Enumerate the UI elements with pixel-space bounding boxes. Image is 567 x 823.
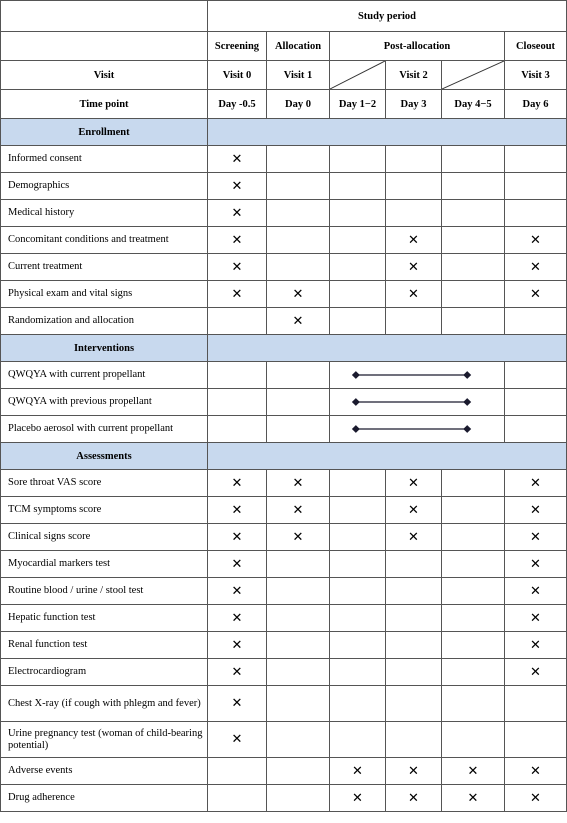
row-label: Clinical signs score [1, 524, 208, 551]
header-corner [1, 1, 208, 32]
row-label: Urine pregnancy test (woman of child-bearing potential) [1, 722, 208, 758]
x-mark-icon: ✕ [530, 790, 541, 806]
header-blank [1, 32, 208, 61]
schedule-cell [442, 497, 505, 524]
schedule-cell [208, 785, 267, 812]
timepoint-2: Day 1−2 [330, 90, 386, 119]
end-diamond-marker [463, 398, 471, 406]
phase-allocation: Allocation [267, 32, 330, 61]
schedule-cell [267, 200, 330, 227]
cell-allocation [267, 362, 330, 389]
study-period-header: Study period [208, 1, 567, 32]
schedule-cell [442, 785, 505, 812]
visit-1: Visit 1 [267, 61, 330, 90]
x-mark-icon: ✕ [530, 232, 541, 248]
cell-closeout [505, 362, 567, 389]
schedule-cell [330, 632, 386, 659]
cell-allocation [267, 389, 330, 416]
diagonal-line [330, 61, 385, 89]
x-mark-icon: ✕ [231, 232, 243, 248]
section-header-row [1, 443, 567, 470]
schedule-cell [505, 308, 567, 335]
x-mark-icon: ✕ [530, 763, 541, 779]
schedule-cell [505, 146, 567, 173]
x-mark-icon: ✕ [530, 556, 541, 572]
section-title: Interventions [1, 335, 208, 362]
schedule-cell [267, 146, 330, 173]
cell-screening [208, 389, 267, 416]
schedule-cell [330, 497, 386, 524]
schedule-cell [267, 470, 330, 497]
table-row [1, 281, 567, 308]
timepoint-label: Time point [1, 90, 208, 119]
intervention-duration-bar [330, 362, 504, 388]
x-mark-icon: ✕ [408, 259, 419, 275]
schedule-cell [386, 497, 442, 524]
schedule-cell [208, 551, 267, 578]
table-row [1, 470, 567, 497]
schedule-cell [267, 578, 330, 605]
x-mark-icon: ✕ [530, 610, 541, 626]
section-header-row [1, 119, 567, 146]
x-mark-icon: ✕ [530, 637, 541, 653]
schedule-cell [505, 605, 567, 632]
schedule-cell [386, 632, 442, 659]
x-mark-icon: ✕ [408, 529, 419, 545]
schedule-cell [505, 578, 567, 605]
x-mark-icon: ✕ [231, 732, 243, 747]
schedule-cell [330, 659, 386, 686]
schedule-cell [386, 200, 442, 227]
table-row [1, 200, 567, 227]
schedule-cell [386, 173, 442, 200]
table-row [1, 362, 567, 389]
x-mark-icon: ✕ [530, 583, 541, 599]
schedule-cell [386, 227, 442, 254]
phase-closeout: Closeout [505, 32, 567, 61]
x-mark-icon: ✕ [231, 502, 243, 518]
schedule-cell [330, 281, 386, 308]
x-mark-icon: ✕ [231, 637, 243, 653]
row-label: Demographics [1, 173, 208, 200]
table-row [1, 551, 567, 578]
schedule-cell [330, 551, 386, 578]
x-mark-icon: ✕ [408, 286, 419, 302]
row-label: Adverse events [1, 758, 208, 785]
row-label: TCM symptoms score [1, 497, 208, 524]
schedule-cell [267, 632, 330, 659]
schedule-cell [208, 524, 267, 551]
row-label: Current treatment [1, 254, 208, 281]
schedule-cell [330, 308, 386, 335]
schedule-cell [442, 308, 505, 335]
schedule-cell [208, 605, 267, 632]
x-mark-icon: ✕ [408, 232, 419, 248]
schedule-cell [505, 632, 567, 659]
schedule-cell [208, 254, 267, 281]
section-fill [208, 335, 567, 362]
x-mark-icon: ✕ [467, 790, 479, 806]
schedule-cell [442, 686, 505, 722]
schedule-cell [267, 524, 330, 551]
schedule-cell [386, 524, 442, 551]
row-label: Concomitant conditions and treatment [1, 227, 208, 254]
x-mark-icon: ✕ [408, 763, 419, 779]
timepoint-4: Day 4−5 [442, 90, 505, 119]
start-diamond-marker [352, 398, 360, 406]
schedule-cell [267, 173, 330, 200]
schedule-cell [330, 722, 386, 758]
schedule-cell [330, 758, 386, 785]
schedule-cell [442, 524, 505, 551]
x-mark-icon: ✕ [352, 790, 363, 806]
timepoint-0: Day -0.5 [208, 90, 267, 119]
schedule-cell [386, 551, 442, 578]
cell-screening [208, 416, 267, 443]
schedule-cell [267, 722, 330, 758]
schedule-cell [386, 254, 442, 281]
schedule-cell [208, 632, 267, 659]
row-label: Routine blood / urine / stool test [1, 578, 208, 605]
row-label: Sore throat VAS score [1, 470, 208, 497]
x-mark-icon: ✕ [231, 178, 243, 194]
schedule-cell [208, 281, 267, 308]
schedule-cell [208, 308, 267, 335]
row-label: QWQYA with current propellant [1, 362, 208, 389]
visit-label: Visit [1, 61, 208, 90]
schedule-cell [267, 686, 330, 722]
table-row [1, 389, 567, 416]
schedule-cell [267, 254, 330, 281]
x-mark-icon: ✕ [408, 475, 419, 491]
schedule-cell [208, 758, 267, 785]
schedule-cell [208, 722, 267, 758]
schedule-cell [442, 200, 505, 227]
schedule-cell [505, 722, 567, 758]
x-mark-icon: ✕ [530, 529, 541, 545]
table-row [1, 497, 567, 524]
phase-post-allocation: Post-allocation [330, 32, 505, 61]
schedule-cell [330, 524, 386, 551]
intervention-span-cell [330, 389, 505, 416]
x-mark-icon: ✕ [292, 475, 304, 491]
row-label: Drug adherence [1, 785, 208, 812]
start-diamond-marker [352, 371, 360, 379]
schedule-cell [442, 551, 505, 578]
schedule-cell [505, 497, 567, 524]
schedule-cell [330, 605, 386, 632]
schedule-cell [442, 281, 505, 308]
schedule-cell [267, 659, 330, 686]
x-mark-icon: ✕ [352, 763, 363, 779]
schedule-cell [505, 281, 567, 308]
timepoint-5: Day 6 [505, 90, 567, 119]
visit-3: Visit 3 [505, 61, 567, 90]
table-row [1, 416, 567, 443]
visit-0: Visit 0 [208, 61, 267, 90]
schedule-cell [330, 470, 386, 497]
table-row [1, 758, 567, 785]
schedule-cell [442, 227, 505, 254]
x-mark-icon: ✕ [467, 763, 479, 779]
schedule-cell [505, 200, 567, 227]
schedule-cell [442, 605, 505, 632]
x-mark-icon: ✕ [231, 583, 243, 599]
schedule-cell [442, 758, 505, 785]
x-mark-icon: ✕ [231, 610, 243, 626]
x-mark-icon: ✕ [292, 286, 304, 302]
intervention-duration-bar [330, 416, 504, 442]
visit-2: Visit 2 [386, 61, 442, 90]
table-row [1, 686, 567, 722]
schedule-cell [386, 281, 442, 308]
schedule-cell [505, 524, 567, 551]
phase-screening: Screening [208, 32, 267, 61]
end-diamond-marker [463, 425, 471, 433]
section-header-row [1, 335, 567, 362]
table-row [1, 578, 567, 605]
cell-closeout [505, 389, 567, 416]
table-row [1, 605, 567, 632]
table-row [1, 173, 567, 200]
schedule-cell [267, 308, 330, 335]
row-label: Physical exam and vital signs [1, 281, 208, 308]
schedule-cell [386, 785, 442, 812]
visit-diagonal-cell-right [442, 61, 505, 90]
x-mark-icon: ✕ [231, 529, 243, 545]
visit-diagonal-cell-left [330, 61, 386, 90]
intervention-span-cell [330, 416, 505, 443]
schedule-cell [330, 686, 386, 722]
schedule-cell [267, 758, 330, 785]
schedule-cell [442, 254, 505, 281]
start-diamond-marker [352, 425, 360, 433]
section-title: Assessments [1, 443, 208, 470]
x-mark-icon: ✕ [231, 556, 243, 572]
schedule-cell [386, 722, 442, 758]
row-label: Informed consent [1, 146, 208, 173]
section-title: Enrollment [1, 119, 208, 146]
x-mark-icon: ✕ [408, 502, 419, 518]
table-row [1, 722, 567, 758]
x-mark-icon: ✕ [231, 696, 243, 711]
row-label: Hepatic function test [1, 605, 208, 632]
schedule-cell [505, 758, 567, 785]
schedule-cell [267, 281, 330, 308]
end-diamond-marker [463, 371, 471, 379]
schedule-cell [505, 470, 567, 497]
schedule-cell [505, 173, 567, 200]
schedule-cell [505, 686, 567, 722]
row-label: Placebo aerosol with current propellant [1, 416, 208, 443]
x-mark-icon: ✕ [530, 286, 541, 302]
row-label: Randomization and allocation [1, 308, 208, 335]
schedule-cell [386, 686, 442, 722]
table-row [1, 227, 567, 254]
cell-allocation [267, 416, 330, 443]
cell-screening [208, 362, 267, 389]
row-label: Renal function test [1, 632, 208, 659]
schedule-cell [208, 470, 267, 497]
schedule-cell [330, 785, 386, 812]
schedule-cell [442, 722, 505, 758]
schedule-cell [386, 146, 442, 173]
schedule-cell [208, 659, 267, 686]
schedule-cell [267, 785, 330, 812]
schedule-cell [505, 659, 567, 686]
x-mark-icon: ✕ [231, 259, 243, 275]
schedule-cell [442, 632, 505, 659]
schedule-cell [208, 146, 267, 173]
schedule-cell [442, 470, 505, 497]
x-mark-icon: ✕ [292, 502, 304, 518]
x-mark-icon: ✕ [408, 790, 419, 806]
schedule-cell [330, 578, 386, 605]
x-mark-icon: ✕ [530, 475, 541, 491]
section-fill [208, 119, 567, 146]
x-mark-icon: ✕ [231, 475, 243, 491]
row-label: Myocardial markers test [1, 551, 208, 578]
row-label: QWQYA with previous propellant [1, 389, 208, 416]
schedule-cell [208, 227, 267, 254]
schedule-cell [505, 785, 567, 812]
x-mark-icon: ✕ [231, 151, 243, 167]
schedule-cell [330, 173, 386, 200]
table-row [1, 146, 567, 173]
schedule-cell [330, 200, 386, 227]
schedule-cell [386, 659, 442, 686]
section-fill [208, 443, 567, 470]
schedule-cell [330, 146, 386, 173]
schedule-cell [386, 470, 442, 497]
x-mark-icon: ✕ [292, 529, 304, 545]
schedule-cell [386, 578, 442, 605]
row-label: Electrocardiogram [1, 659, 208, 686]
schedule-cell [442, 146, 505, 173]
diagonal-line [442, 61, 504, 89]
x-mark-icon: ✕ [231, 286, 243, 302]
row-label: Medical history [1, 200, 208, 227]
schedule-cell [442, 578, 505, 605]
schedule-cell [386, 605, 442, 632]
schedule-cell [505, 254, 567, 281]
schedule-cell [267, 227, 330, 254]
x-mark-icon: ✕ [530, 664, 541, 680]
row-label: Chest X-ray (if cough with phlegm and fever) [1, 686, 208, 722]
schedule-cell [330, 227, 386, 254]
table-row [1, 524, 567, 551]
intervention-duration-bar [330, 389, 504, 415]
table-row [1, 632, 567, 659]
x-mark-icon: ✕ [292, 313, 304, 329]
schedule-cell [208, 497, 267, 524]
schedule-cell [442, 173, 505, 200]
cell-closeout [505, 416, 567, 443]
schedule-cell [208, 578, 267, 605]
schedule-cell [208, 686, 267, 722]
schedule-cell [505, 551, 567, 578]
table-row [1, 254, 567, 281]
intervention-span-cell [330, 362, 505, 389]
schedule-cell [208, 173, 267, 200]
x-mark-icon: ✕ [530, 259, 541, 275]
schedule-cell [442, 659, 505, 686]
x-mark-icon: ✕ [231, 664, 243, 680]
schedule-cell [208, 200, 267, 227]
schedule-cell [330, 254, 386, 281]
schedule-cell [386, 308, 442, 335]
x-mark-icon: ✕ [530, 502, 541, 518]
schedule-cell [267, 605, 330, 632]
schedule-cell [267, 551, 330, 578]
schedule-cell [505, 227, 567, 254]
table-row [1, 785, 567, 812]
timepoint-3: Day 3 [386, 90, 442, 119]
table-row [1, 308, 567, 335]
timepoint-1: Day 0 [267, 90, 330, 119]
x-mark-icon: ✕ [231, 205, 243, 221]
schedule-cell [267, 497, 330, 524]
table-row [1, 659, 567, 686]
schedule-cell [386, 758, 442, 785]
